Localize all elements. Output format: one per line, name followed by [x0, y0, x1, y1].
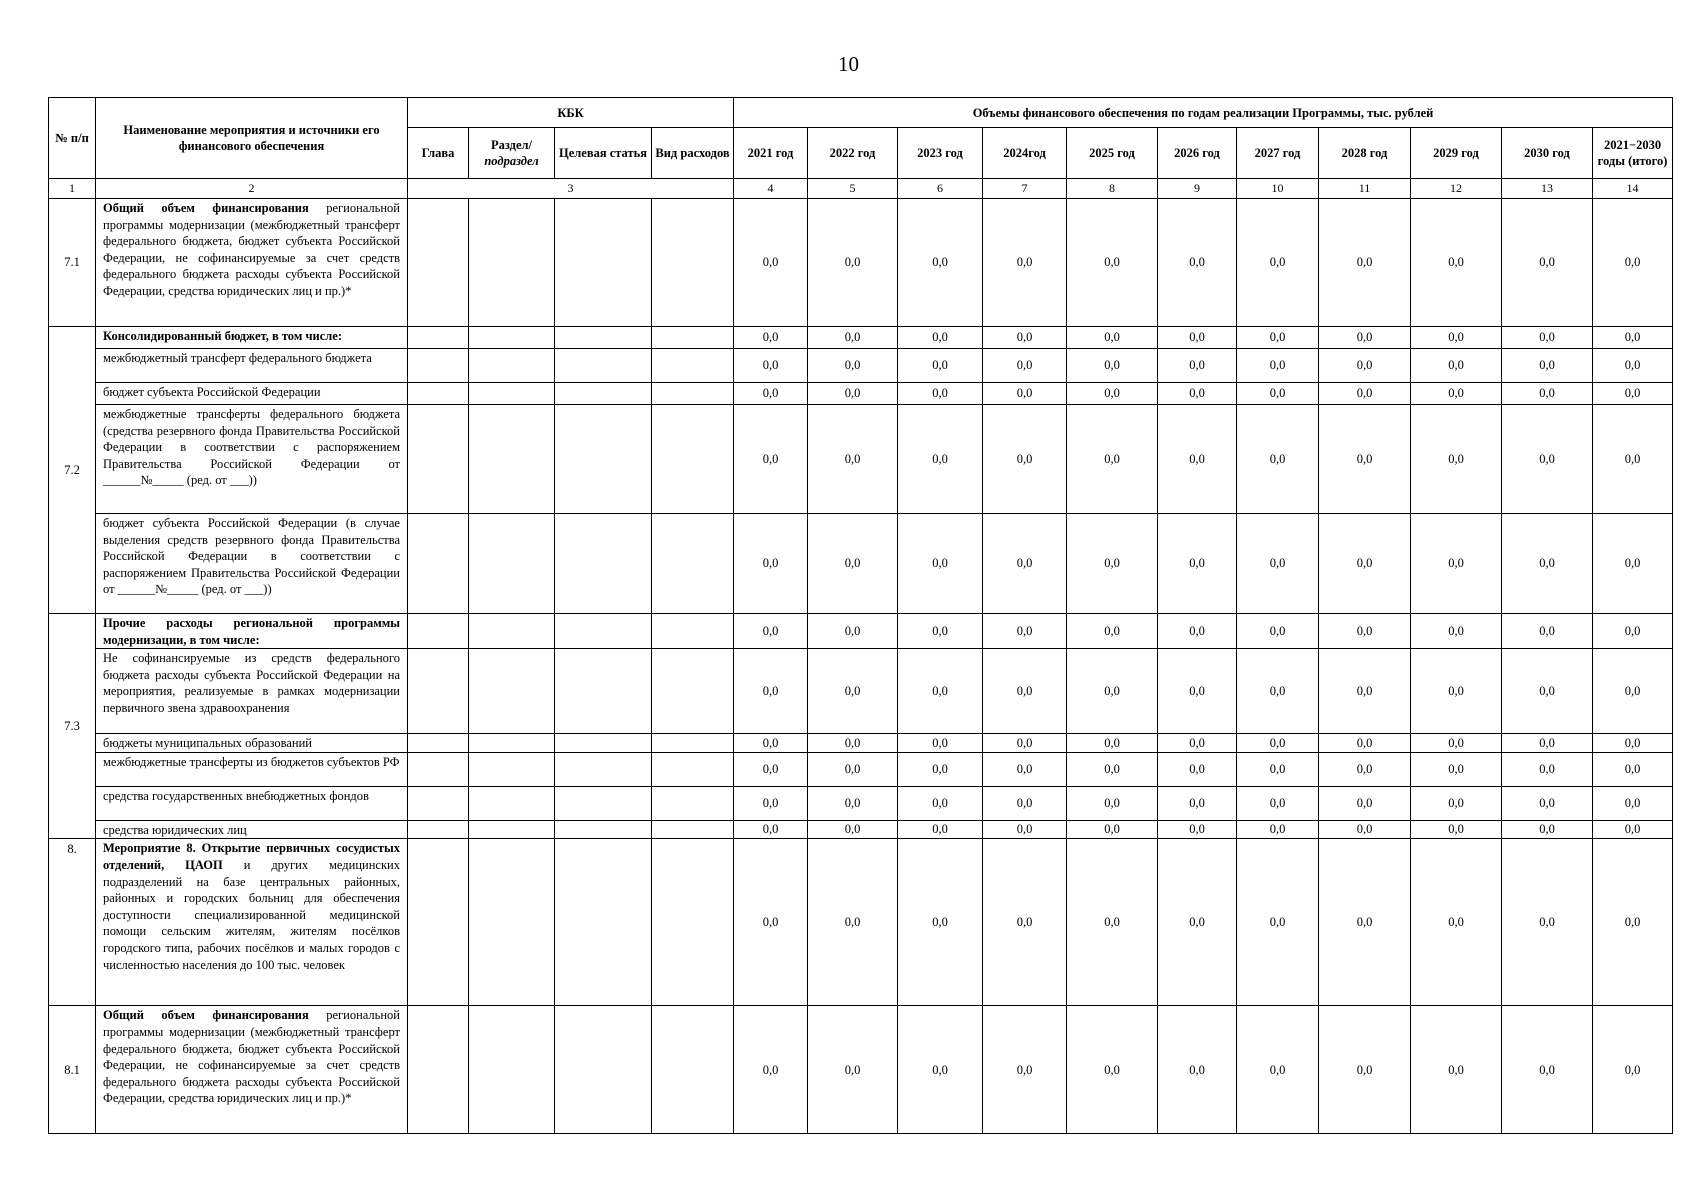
value-cell: 0,0: [983, 514, 1067, 614]
kbk-cell: [469, 786, 555, 820]
row-name-bold: Прочие расходы региональной программы модернизации, в том числе:: [103, 616, 400, 647]
row-name: [96, 514, 408, 614]
column-number: 3: [408, 179, 734, 199]
table-row: [49, 752, 1673, 786]
value-cell: 0,0: [1158, 752, 1237, 786]
header-volumes: Объемы финансового обеспечения по годам реализации Программы, тыс. рублей: [734, 98, 1673, 128]
value-cell: 0,0: [1319, 614, 1411, 649]
kbk-cell: [652, 734, 734, 753]
table-row: [49, 820, 1673, 839]
kbk-cell: [555, 405, 652, 514]
column-number: 6: [898, 179, 983, 199]
kbk-cell: [469, 383, 555, 405]
value-cell: 0,0: [1237, 734, 1319, 753]
value-cell: 0,0: [1158, 614, 1237, 649]
kbk-cell: [652, 405, 734, 514]
value-cell: 0,0: [734, 199, 808, 327]
value-cell: 0,0: [983, 752, 1067, 786]
value-cell: 0,0: [808, 514, 898, 614]
value-cell: 0,0: [898, 1006, 983, 1134]
value-cell: 0,0: [1502, 649, 1593, 734]
value-cell: 0,0: [1067, 327, 1158, 349]
kbk-cell: [469, 327, 555, 349]
kbk-cell: [469, 514, 555, 614]
header-vid: Вид расходов: [652, 128, 734, 179]
value-cell: 0,0: [898, 734, 983, 753]
kbk-cell: [652, 614, 734, 649]
value-cell: 0,0: [1502, 1006, 1593, 1134]
column-number: 4: [734, 179, 808, 199]
table-row: [49, 1006, 1673, 1134]
value-cell: 0,0: [1319, 349, 1411, 383]
value-cell: 0,0: [1319, 820, 1411, 839]
table-row: [49, 349, 1673, 383]
column-number: 13: [1502, 179, 1593, 199]
header-col-no: № п/п: [49, 98, 96, 179]
value-cell: 0,0: [734, 383, 808, 405]
table-row: [49, 383, 1673, 405]
value-cell: 0,0: [983, 614, 1067, 649]
header-year: 2026 год: [1158, 128, 1237, 179]
value-cell: 0,0: [1237, 383, 1319, 405]
value-cell: 0,0: [898, 514, 983, 614]
row-name-text: средства юридических лиц: [103, 822, 247, 837]
value-cell: 0,0: [1158, 383, 1237, 405]
row-name: [96, 1006, 408, 1134]
table-row: [49, 514, 1673, 614]
value-cell: 0,0: [1158, 514, 1237, 614]
value-cell: 0,0: [1067, 649, 1158, 734]
value-cell: 0,0: [808, 786, 898, 820]
value-cell: 0,0: [1502, 327, 1593, 349]
value-cell: 0,0: [898, 349, 983, 383]
value-cell: 0,0: [1411, 734, 1502, 753]
value-cell: 0,0: [1411, 383, 1502, 405]
kbk-cell: [555, 786, 652, 820]
kbk-cell: [469, 1006, 555, 1134]
row-name: [96, 383, 408, 405]
kbk-cell: [652, 786, 734, 820]
value-cell: 0,0: [1593, 614, 1673, 649]
row-name-text: Не софинансируемые из средств федерального бюджета расходы субъекта Российской Федерации на мероприятия, реализуемые в рамках модернизации первичного звена здравоохранения: [103, 651, 400, 715]
kbk-cell: [408, 786, 469, 820]
value-cell: 0,0: [1319, 734, 1411, 753]
header-year: 2021 год: [734, 128, 808, 179]
kbk-cell: [408, 405, 469, 514]
value-cell: 0,0: [734, 752, 808, 786]
kbk-cell: [469, 734, 555, 753]
value-cell: 0,0: [898, 786, 983, 820]
page-number: 10: [838, 52, 859, 76]
kbk-cell: [652, 327, 734, 349]
header-year: 2023 год: [898, 128, 983, 179]
value-cell: 0,0: [1411, 405, 1502, 514]
row-name: [96, 820, 408, 839]
column-number: 10: [1237, 179, 1319, 199]
column-number: 7: [983, 179, 1067, 199]
row-name: [96, 327, 408, 349]
value-cell: 0,0: [808, 405, 898, 514]
value-cell: 0,0: [734, 649, 808, 734]
value-cell: 0,0: [983, 786, 1067, 820]
kbk-cell: [555, 839, 652, 1006]
kbk-cell: [469, 820, 555, 839]
row-name: [96, 405, 408, 514]
value-cell: 0,0: [1319, 786, 1411, 820]
row-name: [96, 752, 408, 786]
value-cell: 0,0: [734, 820, 808, 839]
row-name-text: межбюджетные трансферты из бюджетов субъектов РФ: [103, 754, 400, 769]
value-cell: 0,0: [983, 839, 1067, 1006]
column-number: 8: [1067, 179, 1158, 199]
value-cell: 0,0: [1411, 649, 1502, 734]
value-cell: 0,0: [1593, 820, 1673, 839]
column-number: 5: [808, 179, 898, 199]
kbk-cell: [408, 839, 469, 1006]
value-cell: 0,0: [734, 405, 808, 514]
kbk-cell: [408, 614, 469, 649]
value-cell: 0,0: [1158, 405, 1237, 514]
row-name-bold: Общий объем финансирования: [103, 201, 309, 215]
kbk-cell: [652, 1006, 734, 1134]
value-cell: 0,0: [983, 199, 1067, 327]
kbk-cell: [555, 199, 652, 327]
kbk-cell: [652, 514, 734, 614]
kbk-cell: [408, 752, 469, 786]
value-cell: 0,0: [983, 1006, 1067, 1134]
value-cell: 0,0: [898, 614, 983, 649]
kbk-cell: [408, 514, 469, 614]
value-cell: 0,0: [1158, 327, 1237, 349]
column-number: 11: [1319, 179, 1411, 199]
kbk-cell: [555, 734, 652, 753]
row-name: [96, 734, 408, 753]
value-cell: 0,0: [734, 786, 808, 820]
table-row: [49, 786, 1673, 820]
kbk-cell: [555, 327, 652, 349]
row-name-text: межбюджетный трансферт федерального бюджета: [103, 351, 372, 365]
value-cell: 0,0: [1319, 327, 1411, 349]
kbk-cell: [469, 614, 555, 649]
value-cell: 0,0: [898, 839, 983, 1006]
kbk-cell: [469, 649, 555, 734]
value-cell: 0,0: [1158, 1006, 1237, 1134]
row-name-bold: Мероприятие 8. Открытие первичных сосудистых отделений, ЦАОП: [103, 841, 400, 872]
table-row: [49, 614, 1673, 649]
value-cell: 0,0: [1067, 1006, 1158, 1134]
kbk-cell: [408, 649, 469, 734]
kbk-cell: [469, 752, 555, 786]
row-number: 7.3: [49, 614, 96, 839]
value-cell: 0,0: [1411, 1006, 1502, 1134]
kbk-cell: [408, 349, 469, 383]
kbk-cell: [652, 383, 734, 405]
value-cell: 0,0: [1502, 199, 1593, 327]
kbk-cell: [408, 383, 469, 405]
kbk-cell: [555, 383, 652, 405]
value-cell: 0,0: [1158, 820, 1237, 839]
row-number: 7.1: [49, 199, 96, 327]
header-celevaya: Целевая статья: [555, 128, 652, 179]
row-name-text: региональной программы модернизации (межбюджетный трансферт федерального бюджета, бюджет субъекта Российской Федерации, не софинансируемые за счет средств федерального бюджета расходы субъекта Российской Федерации, средства юридических лиц и пр.)*: [103, 1008, 400, 1106]
value-cell: 0,0: [1593, 514, 1673, 614]
value-cell: 0,0: [1158, 786, 1237, 820]
row-name-bold: Консолидированный бюджет, в том числе:: [103, 329, 342, 343]
header-year: 2022 год: [808, 128, 898, 179]
value-cell: 0,0: [1237, 349, 1319, 383]
value-cell: 0,0: [1237, 752, 1319, 786]
value-cell: 0,0: [898, 383, 983, 405]
value-cell: 0,0: [898, 405, 983, 514]
value-cell: 0,0: [1502, 514, 1593, 614]
row-name-text: межбюджетные трансферты федерального бюджета (средства резервного фонда Правительства Российской Федерации в соответствии с распоряжением Правительства Российской Федерации от ______№_____ (ред. от ___)): [103, 407, 400, 488]
row-name: [96, 649, 408, 734]
kbk-cell: [652, 839, 734, 1006]
value-cell: 0,0: [808, 839, 898, 1006]
kbk-cell: [652, 649, 734, 734]
value-cell: 0,0: [1067, 514, 1158, 614]
value-cell: 0,0: [1411, 349, 1502, 383]
value-cell: 0,0: [1158, 649, 1237, 734]
value-cell: 0,0: [1502, 820, 1593, 839]
header-year: 2029 год: [1411, 128, 1502, 179]
row-name: [96, 199, 408, 327]
header-year: 2027 год: [1237, 128, 1319, 179]
value-cell: 0,0: [1067, 839, 1158, 1006]
value-cell: 0,0: [1411, 199, 1502, 327]
value-cell: 0,0: [1502, 752, 1593, 786]
value-cell: 0,0: [1502, 383, 1593, 405]
value-cell: 0,0: [1593, 649, 1673, 734]
row-name: [96, 349, 408, 383]
column-number: 2: [96, 179, 408, 199]
value-cell: 0,0: [1158, 839, 1237, 1006]
header-year-total: 2021−2030 годы (итого): [1593, 128, 1673, 179]
column-number: 1: [49, 179, 96, 199]
value-cell: 0,0: [1593, 327, 1673, 349]
value-cell: 0,0: [1593, 199, 1673, 327]
header-kbk: КБК: [408, 98, 734, 128]
value-cell: 0,0: [983, 820, 1067, 839]
kbk-cell: [652, 349, 734, 383]
kbk-cell: [555, 820, 652, 839]
value-cell: 0,0: [1319, 752, 1411, 786]
header-glava: Глава: [408, 128, 469, 179]
value-cell: 0,0: [734, 327, 808, 349]
value-cell: 0,0: [1237, 649, 1319, 734]
value-cell: 0,0: [983, 405, 1067, 514]
header-year: 2028 год: [1319, 128, 1411, 179]
kbk-cell: [469, 405, 555, 514]
table-row: [49, 199, 1673, 327]
value-cell: 0,0: [1411, 614, 1502, 649]
kbk-cell: [408, 1006, 469, 1134]
header-razdel-line2: подраздел: [484, 154, 539, 168]
value-cell: 0,0: [983, 383, 1067, 405]
kbk-cell: [469, 839, 555, 1006]
kbk-cell: [555, 349, 652, 383]
value-cell: 0,0: [1158, 734, 1237, 753]
value-cell: 0,0: [1593, 349, 1673, 383]
kbk-cell: [652, 820, 734, 839]
value-cell: 0,0: [808, 199, 898, 327]
value-cell: 0,0: [1319, 405, 1411, 514]
value-cell: 0,0: [1237, 199, 1319, 327]
value-cell: 0,0: [808, 383, 898, 405]
row-name-text: региональной программы модернизации (межбюджетный трансферт федерального бюджета, бюджет субъекта Российской Федерации, не софинансируемые за счет средств федерального бюджета расходы субъекта Российской Федерации, средства юридических лиц и пр.)*: [103, 201, 400, 298]
value-cell: 0,0: [1237, 514, 1319, 614]
row-name: [96, 839, 408, 1006]
kbk-cell: [555, 1006, 652, 1134]
kbk-cell: [469, 349, 555, 383]
value-cell: 0,0: [1593, 786, 1673, 820]
kbk-cell: [408, 734, 469, 753]
value-cell: 0,0: [1411, 327, 1502, 349]
value-cell: 0,0: [808, 614, 898, 649]
value-cell: 0,0: [1411, 752, 1502, 786]
value-cell: 0,0: [1158, 349, 1237, 383]
value-cell: 0,0: [808, 820, 898, 839]
value-cell: 0,0: [1593, 1006, 1673, 1134]
value-cell: 0,0: [734, 349, 808, 383]
row-name: [96, 614, 408, 649]
value-cell: 0,0: [898, 199, 983, 327]
value-cell: 0,0: [1411, 820, 1502, 839]
value-cell: 0,0: [808, 1006, 898, 1134]
column-number: 9: [1158, 179, 1237, 199]
table-row: [49, 839, 1673, 1006]
value-cell: 0,0: [1593, 383, 1673, 405]
kbk-cell: [408, 327, 469, 349]
value-cell: 0,0: [898, 752, 983, 786]
table-row: [49, 649, 1673, 734]
value-cell: 0,0: [808, 327, 898, 349]
value-cell: 0,0: [898, 820, 983, 839]
value-cell: 0,0: [983, 349, 1067, 383]
header-razdel: [469, 128, 555, 179]
kbk-cell: [408, 820, 469, 839]
value-cell: 0,0: [1593, 752, 1673, 786]
row-name: [96, 786, 408, 820]
kbk-cell: [555, 649, 652, 734]
kbk-cell: [408, 199, 469, 327]
value-cell: 0,0: [1237, 839, 1319, 1006]
kbk-cell: [652, 199, 734, 327]
value-cell: 0,0: [1319, 514, 1411, 614]
row-name-text: средства государственных внебюджетных фондов: [103, 788, 369, 803]
value-cell: 0,0: [1237, 405, 1319, 514]
value-cell: 0,0: [1158, 199, 1237, 327]
row-name-text: и других медицинских подразделений на базе центральных районных, районных и городских больниц для обеспечения доступности специализированной медицинской помощи сельским жителям, жителям посёлков городского типа, рабочих посёлков и малых городов с численностью населения до 100 тыс. человек: [103, 857, 400, 972]
value-cell: 0,0: [734, 514, 808, 614]
value-cell: 0,0: [1319, 1006, 1411, 1134]
value-cell: 0,0: [1237, 786, 1319, 820]
value-cell: 0,0: [1319, 649, 1411, 734]
row-number: 8.1: [49, 1006, 96, 1134]
value-cell: 0,0: [1067, 786, 1158, 820]
table-row: [49, 327, 1673, 349]
row-name-text: бюджет субъекта Российской Федерации (в случае выделения средств резервного фонда Правительства Российской Федерации в соответствии с распоряжением Правительства Российской Федерации от ______№_____ (ред. от ___)): [103, 516, 400, 597]
column-number: 14: [1593, 179, 1673, 199]
value-cell: 0,0: [734, 614, 808, 649]
value-cell: 0,0: [898, 327, 983, 349]
header-year: 2030 год: [1502, 128, 1593, 179]
value-cell: 0,0: [1319, 383, 1411, 405]
header-year: 2025 год: [1067, 128, 1158, 179]
value-cell: 0,0: [1237, 820, 1319, 839]
value-cell: 0,0: [1067, 349, 1158, 383]
value-cell: 0,0: [1067, 199, 1158, 327]
value-cell: 0,0: [808, 349, 898, 383]
value-cell: 0,0: [1067, 614, 1158, 649]
value-cell: 0,0: [808, 752, 898, 786]
value-cell: 0,0: [1411, 839, 1502, 1006]
value-cell: 0,0: [1237, 1006, 1319, 1134]
kbk-cell: [652, 752, 734, 786]
value-cell: 0,0: [983, 734, 1067, 753]
value-cell: 0,0: [1067, 734, 1158, 753]
financing-table: [48, 97, 1673, 1134]
value-cell: 0,0: [983, 649, 1067, 734]
value-cell: 0,0: [1502, 786, 1593, 820]
value-cell: 0,0: [1237, 327, 1319, 349]
value-cell: 0,0: [983, 327, 1067, 349]
value-cell: 0,0: [734, 1006, 808, 1134]
value-cell: 0,0: [1502, 349, 1593, 383]
value-cell: 0,0: [1502, 614, 1593, 649]
value-cell: 0,0: [734, 839, 808, 1006]
row-number: 7.2: [49, 327, 96, 614]
value-cell: 0,0: [1593, 405, 1673, 514]
kbk-cell: [555, 514, 652, 614]
value-cell: 0,0: [1502, 734, 1593, 753]
table-row: [49, 734, 1673, 753]
value-cell: 0,0: [1067, 405, 1158, 514]
value-cell: 0,0: [1067, 752, 1158, 786]
row-name-text: бюджеты муниципальных образований: [103, 736, 312, 751]
table-row: [49, 405, 1673, 514]
value-cell: 0,0: [1411, 786, 1502, 820]
column-number: 12: [1411, 179, 1502, 199]
value-cell: 0,0: [1502, 839, 1593, 1006]
row-name-bold: Общий объем финансирования: [103, 1008, 309, 1023]
row-name-text: бюджет субъекта Российской Федерации: [103, 385, 321, 399]
value-cell: 0,0: [1319, 839, 1411, 1006]
value-cell: 0,0: [1593, 839, 1673, 1006]
header-col-name: Наименование мероприятия и источники его финансового обеспечения: [96, 98, 408, 179]
value-cell: 0,0: [1593, 734, 1673, 753]
row-number: 8.: [49, 839, 96, 1006]
value-cell: 0,0: [734, 734, 808, 753]
header-year: 2024год: [983, 128, 1067, 179]
value-cell: 0,0: [1067, 383, 1158, 405]
value-cell: 0,0: [898, 649, 983, 734]
value-cell: 0,0: [808, 734, 898, 753]
kbk-cell: [469, 199, 555, 327]
value-cell: 0,0: [1411, 514, 1502, 614]
value-cell: 0,0: [1067, 820, 1158, 839]
header-razdel-line1: Раздел/: [490, 138, 533, 152]
kbk-cell: [555, 614, 652, 649]
value-cell: 0,0: [1237, 614, 1319, 649]
value-cell: 0,0: [1319, 199, 1411, 327]
value-cell: 0,0: [1502, 405, 1593, 514]
kbk-cell: [555, 752, 652, 786]
value-cell: 0,0: [808, 649, 898, 734]
